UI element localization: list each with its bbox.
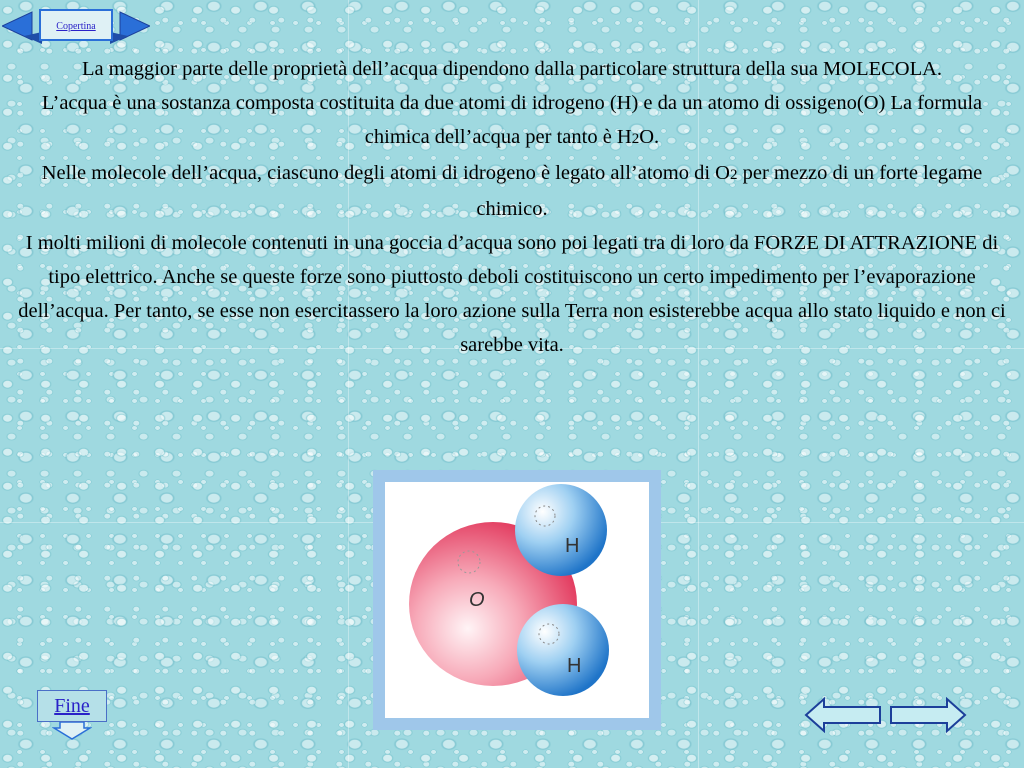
molecule-image [385, 482, 649, 718]
next-arrow-icon[interactable] [889, 697, 967, 733]
cover-banner [2, 6, 150, 48]
paragraph-composition [12, 86, 1012, 156]
paragraph-molecule: La maggior parte delle proprietà dell’acqua dipendono dalla particolare struttura della sua MOLECOLA. [81, 58, 943, 80]
cover-link[interactable]: Copertina [56, 21, 96, 32]
paragraph-bonds [12, 156, 1012, 226]
hydrogen-label: H [567, 655, 582, 677]
main-text [12, 52, 1012, 362]
text-fragment: per mezzo di un forte legame chimico. [476, 162, 983, 220]
paragraph-forces: I molti milioni di molecole contenuti in una goccia d’acqua sono poi legati tra di loro da FORZE DI ATTRAZIONE di tipo elettrico. Anche se queste forze sono piuttosto deboli costituiscono un certo impedimento per l’evaporazione dell’acqua. Per tanto, se esse non esercitassero la loro azione sulla Terra non esisterebbe acqua allo stato liquido e non ci sarebbe vita. [18, 232, 1006, 356]
previous-arrow-icon[interactable] [804, 697, 882, 733]
water-molecule-icon [385, 482, 649, 718]
hydrogen-label: H [565, 535, 580, 557]
text-fragment: Nelle molecole dell’acqua, ciascuno degli atomi di idrogeno è legato all’atomo di O [41, 162, 730, 184]
subscript: 2 [729, 167, 738, 183]
oxygen-label: O [469, 589, 485, 611]
end-button[interactable]: Fine [37, 690, 107, 722]
molecule-illustration [373, 470, 661, 730]
text-fragment: L’acqua è una sostanza composta costituita da due atomi di idrogeno (H) e da un atomo di ossigeno(O) La formula chimica dell’acqua per tanto è H [41, 92, 983, 148]
subscript: 2 [631, 131, 640, 147]
down-arrow-icon[interactable] [52, 722, 92, 740]
text-fragment: O. [639, 126, 660, 148]
